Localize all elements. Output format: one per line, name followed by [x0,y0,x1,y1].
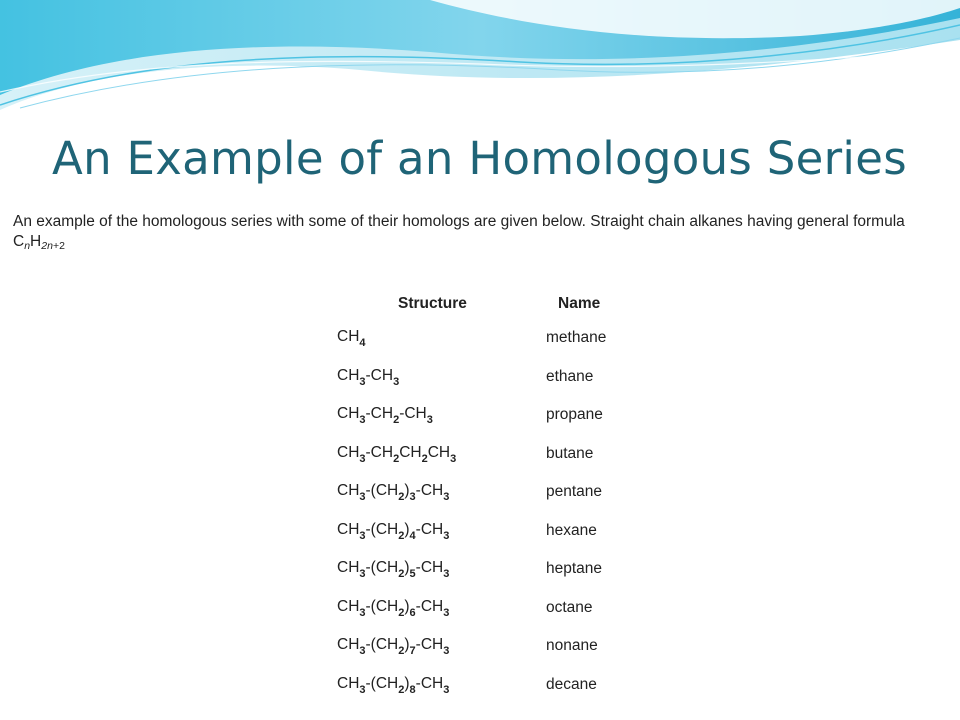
formula-text: CH [337,559,360,576]
formula-h: H [30,233,42,250]
formula-subscript: 5 [409,568,416,580]
structure-formula [337,328,366,349]
formula-subscript: 3 [443,568,450,580]
table-row [8,675,953,713]
formula-subscript: 4 [359,337,366,349]
formula-text: -(CH [365,520,399,538]
formula-subscript: 3 [443,683,450,696]
table-row [8,482,953,520]
formula-subscript: 6 [409,606,416,619]
formula-subscript: 3 [443,529,450,542]
table-row [8,405,953,443]
compound-name: octane [546,598,593,616]
formula-subscript: 3 [359,414,366,426]
formula-text: -CH [415,674,444,692]
formula-text: ) [404,636,410,653]
structure-formula [337,674,450,696]
formula-h-subscript-var: 2n [41,240,53,252]
formula-text: -(CH [365,597,399,615]
formula-text: ) [404,559,410,576]
formula-subscript: 2 [421,452,428,465]
formula-text: CH [337,366,360,384]
formula-subscript: 3 [359,491,366,503]
formula-text: -CH [365,443,394,461]
formula-c-subscript: n [24,240,31,252]
intro-text: An example of the homologous series with some of their homologs are given below. Straight chain alkanes having general formula C [13,213,905,250]
formula-subscript: 3 [443,606,450,619]
formula-subscript: 3 [359,529,366,542]
formula-subscript: 2 [398,683,405,696]
formula-subscript: 3 [409,491,416,503]
formula-subscript: 3 [393,375,400,388]
formula-text: ) [404,597,410,615]
formula-subscript: 3 [359,452,366,465]
structure-formula [337,520,450,542]
formula-text: -CH [415,520,444,538]
formula-text: CH [337,520,360,538]
table-row [8,598,953,636]
formula-h-subscript [41,240,65,252]
table-row [8,636,953,674]
formula-text: -CH [415,636,444,653]
compound-name: decane [546,675,597,693]
structure-formula [337,597,450,619]
structure-formula [337,443,457,465]
formula-subscript: 2 [398,529,405,542]
formula-text: -CH [415,559,444,576]
formula-subscript: 2 [398,568,405,580]
formula-text: -CH [365,366,394,384]
compound-name: heptane [546,560,603,577]
compound-name: methane [546,329,607,346]
formula-subscript: 2 [398,491,405,503]
name-column-header: Name [558,295,601,312]
formula-text: CH [337,482,360,499]
formula-text: -(CH [365,482,399,499]
formula-text: ) [404,482,410,499]
compound-name: nonane [546,637,598,654]
structure-formula [337,482,450,503]
formula-subscript: 3 [443,645,450,657]
structure-formula [337,366,400,388]
formula-subscript: 2 [398,645,405,657]
table-row [8,328,953,366]
intro-paragraph [13,212,948,252]
table-row [8,521,953,559]
table-row [8,559,953,597]
formula-text: -(CH [365,559,399,576]
formula-subscript: 3 [359,375,366,388]
compound-name: pentane [546,483,603,500]
structure-column-header: Structure [398,295,467,312]
formula-subscript: 3 [450,452,457,465]
formula-subscript: 8 [409,683,416,696]
formula-subscript: 3 [359,606,366,619]
formula-text: CH [399,443,422,461]
structure-formula [337,405,433,426]
structure-formula [337,636,450,657]
table-row [8,367,953,405]
structure-formula [337,559,450,580]
compound-name: butane [546,444,594,462]
formula-text: CH [337,597,360,615]
formula-text: CH [337,636,360,653]
formula-text: -CH [365,405,394,422]
compound-name: hexane [546,521,597,539]
formula-text: ) [404,520,410,538]
formula-text: CH [337,405,360,422]
formula-text: -(CH [365,636,399,653]
formula-subscript: 7 [409,645,416,657]
formula-subscript: 2 [393,414,400,426]
formula-text: CH [337,443,360,461]
formula-subscript: 3 [359,645,366,657]
formula-text: -CH [415,597,444,615]
formula-subscript: 3 [443,491,450,503]
header-wave-decoration [0,0,960,130]
formula-subscript: 3 [426,414,433,426]
formula-subscript: 2 [393,452,400,465]
formula-text: -CH [399,405,427,422]
slide-title: An Example of an Homologous Series [52,132,907,185]
table-row [8,444,953,482]
compound-name: ethane [546,367,594,385]
formula-text: ) [404,674,410,692]
formula-subscript: 3 [359,683,366,696]
formula-text: CH [337,328,360,345]
formula-text: CH [427,443,451,461]
formula-subscript: 3 [359,568,366,580]
formula-h-subscript-rest: +2 [52,240,65,252]
content-image [8,198,953,720]
compound-name: propane [546,406,603,423]
formula-text: -CH [415,482,444,499]
formula-subscript: 2 [398,606,405,619]
formula-subscript: 4 [409,529,416,542]
formula-text: -(CH [365,674,399,692]
formula-text: CH [337,674,360,692]
